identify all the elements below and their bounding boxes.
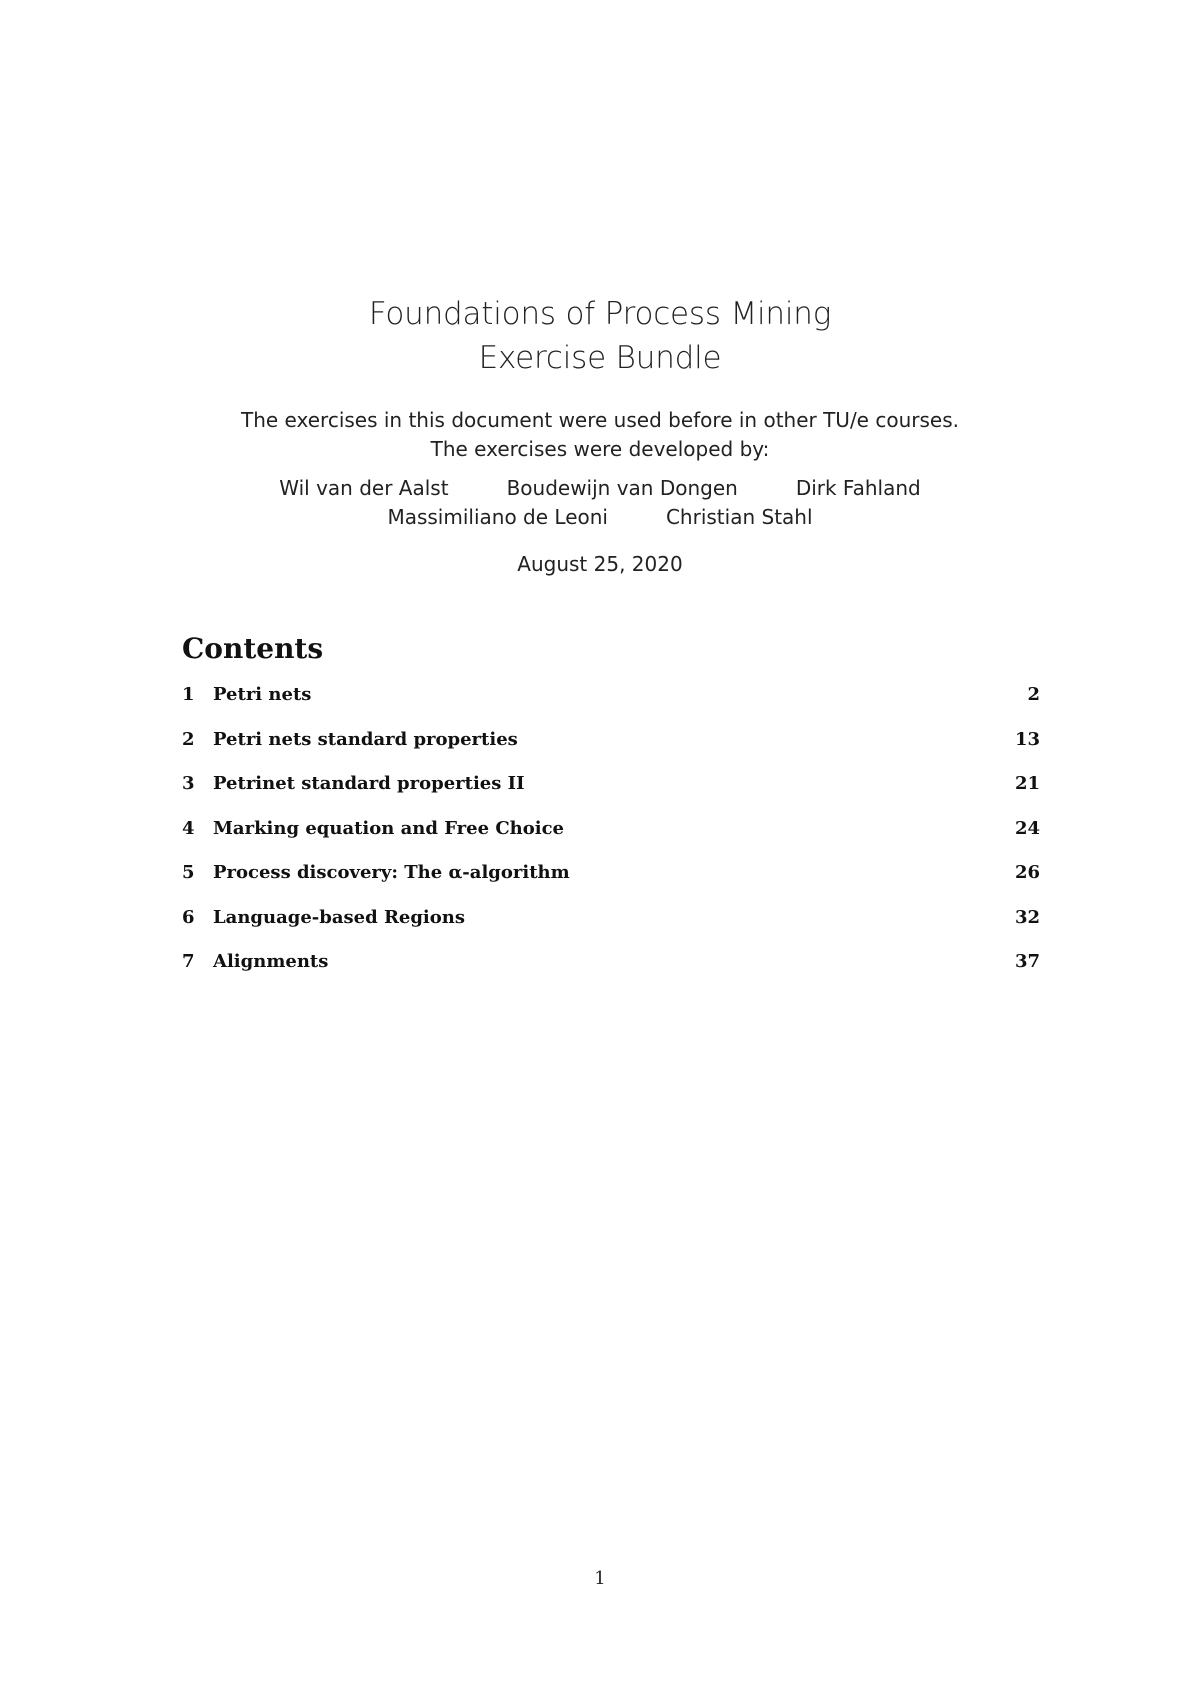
toc-entry[interactable] [182,818,1040,863]
toc-entry-number: 7 [182,951,195,972]
toc-entry-title: Language-based Regions [213,906,465,928]
document-date: August 25, 2020 [517,552,683,576]
author-name: Dirk Fahland [795,476,921,500]
author-name: Massimiliano de Leoni [387,505,608,529]
toc-entry-title: Marking equation and Free Choice [213,817,565,839]
toc-entry-page: 13 [1014,728,1040,750]
document-subtitle: Exercise Bundle [478,340,722,376]
table-of-contents [182,684,1040,996]
toc-entry-number: 6 [182,906,195,928]
toc-entry[interactable] [182,773,1040,818]
document-title: Foundations of Process Mining [368,296,832,332]
toc-entry-number: 5 [182,862,195,883]
toc-entry-number: 2 [182,728,195,750]
toc-entry-number: 3 [182,773,195,794]
contents-heading: Contents [182,632,324,665]
toc-entry-title: Process discovery: The α-algorithm [213,862,570,883]
toc-entry-title: Alignments [213,951,329,972]
toc-entry[interactable] [182,951,1040,996]
toc-entry-title: Petri nets standard properties [213,728,518,750]
toc-entry[interactable] [182,907,1040,952]
intro-line-1: The exercises in this document were used before in other TU/e courses. [241,408,959,432]
toc-entry-title: Petrinet standard properties II [213,773,525,794]
authors-row-1 [0,476,1200,500]
intro-line-2: The exercises were developed by: [430,437,770,461]
toc-entry[interactable] [182,729,1040,774]
toc-entry[interactable] [182,684,1040,729]
toc-entry-title: Petri nets [213,684,312,705]
toc-entry-page: 32 [1014,906,1040,928]
author-name: Wil van der Aalst [279,476,449,500]
page-number: 1 [594,1568,606,1589]
toc-entry[interactable] [182,862,1040,907]
toc-entry-page: 21 [1014,773,1040,794]
author-name: Boudewijn van Dongen [506,476,738,500]
toc-entry-number: 4 [182,817,195,839]
authors-row-2 [0,505,1200,529]
toc-entry-page: 26 [1014,862,1040,883]
toc-entry-number: 1 [182,684,195,705]
toc-entry-page: 37 [1014,951,1040,972]
toc-entry-page: 2 [1027,684,1040,705]
author-name: Christian Stahl [665,505,813,529]
toc-entry-page: 24 [1014,817,1040,839]
